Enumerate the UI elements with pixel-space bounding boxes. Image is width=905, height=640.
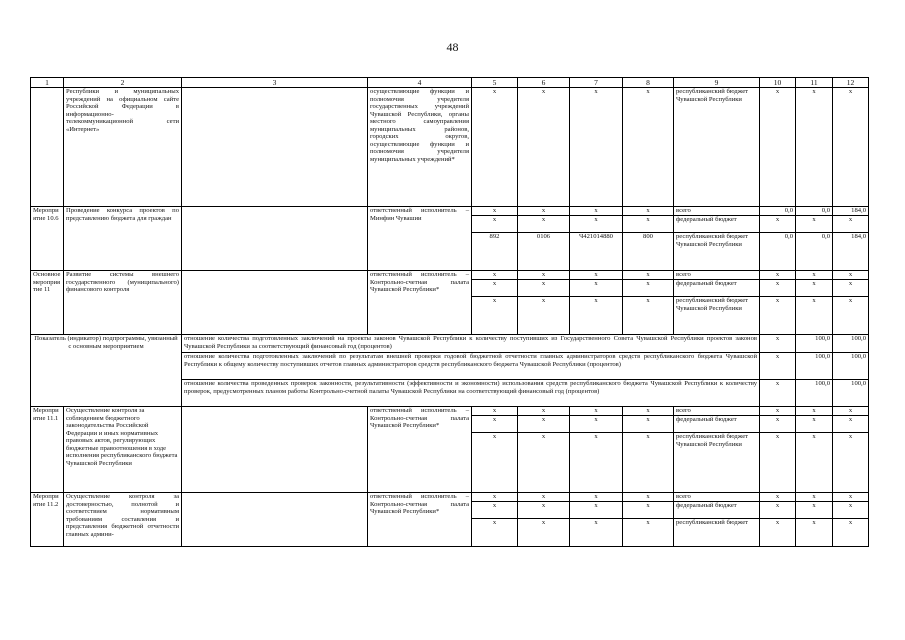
cell-value: х bbox=[623, 519, 674, 547]
cell-source: федеральный бюджет bbox=[674, 280, 760, 297]
cell-source: федеральный бюджет bbox=[674, 502, 760, 519]
cell-empty bbox=[182, 207, 368, 271]
cell-value: х bbox=[472, 207, 518, 216]
cell-value: х bbox=[623, 271, 674, 280]
program-table bbox=[30, 77, 869, 547]
cell-value: х bbox=[623, 407, 674, 416]
cell-value: 100,0 bbox=[796, 335, 833, 353]
cell-value: х bbox=[570, 297, 623, 335]
cell-value: х bbox=[833, 433, 869, 493]
cell-value: 184,0 bbox=[833, 233, 869, 271]
cell-value: 800 bbox=[623, 233, 674, 271]
cell-value: 100,0 bbox=[833, 353, 869, 380]
cell-empty bbox=[182, 88, 368, 207]
cell-value: х bbox=[518, 502, 570, 519]
cell-source: республиканский бюджет bbox=[674, 519, 760, 547]
cell-value: х bbox=[623, 88, 674, 207]
header-cell: 1 bbox=[31, 78, 64, 88]
cell-value: х bbox=[760, 433, 796, 493]
cell-value: х bbox=[833, 416, 869, 433]
cell-value: х bbox=[570, 416, 623, 433]
cell-value: х bbox=[623, 493, 674, 502]
cell-value: Ч421014880 bbox=[570, 233, 623, 271]
header-cell: 8 bbox=[623, 78, 674, 88]
table-row bbox=[31, 493, 869, 502]
cell-value: х bbox=[570, 216, 623, 233]
cell-value: х bbox=[518, 519, 570, 547]
cell-empty bbox=[182, 271, 368, 335]
cell-value: х bbox=[623, 297, 674, 335]
cell-executor: ответственный исполнитель – Контрольно-счетная палата Чувашской Республики* bbox=[368, 493, 472, 547]
cell-value: х bbox=[570, 433, 623, 493]
cell-value: х bbox=[518, 433, 570, 493]
cell-value: х bbox=[796, 271, 833, 280]
page-number: 48 bbox=[446, 40, 459, 54]
cell-value: х bbox=[623, 280, 674, 297]
cell-value: 100,0 bbox=[833, 335, 869, 353]
cell-source: республиканский бюджет Чувашской Республики bbox=[674, 433, 760, 493]
cell-value: х bbox=[796, 433, 833, 493]
table-row bbox=[31, 407, 869, 416]
cell-empty bbox=[182, 493, 368, 547]
cell-value: х bbox=[760, 280, 796, 297]
cell-value: х bbox=[833, 280, 869, 297]
cell-value: х bbox=[760, 416, 796, 433]
cell-value: х bbox=[760, 353, 796, 380]
cell-value: х bbox=[833, 502, 869, 519]
cell-executor: ответственный исполнитель – Контрольно-счетная палата Чувашской Республики* bbox=[368, 271, 472, 335]
cell-value: х bbox=[472, 416, 518, 433]
cell-value: х bbox=[472, 519, 518, 547]
header-cell: 7 bbox=[570, 78, 623, 88]
cell-value: 0,0 bbox=[760, 233, 796, 271]
cell-source: федеральный бюджет bbox=[674, 216, 760, 233]
cell-value: х bbox=[518, 493, 570, 502]
cell-value: х bbox=[796, 502, 833, 519]
cell-value: х bbox=[472, 88, 518, 207]
cell-value: х bbox=[760, 493, 796, 502]
header-cell: 10 bbox=[760, 78, 796, 88]
cell-executor: ответственный исполнитель – Минфин Чувашии bbox=[368, 207, 472, 271]
cell-value: 100,0 bbox=[833, 380, 869, 407]
cell-value: х bbox=[796, 216, 833, 233]
cell-value: х bbox=[518, 416, 570, 433]
cell-name: Развитие системы внешнего государственного (муниципального) финансового контроля bbox=[64, 271, 182, 335]
cell-source: всего bbox=[674, 493, 760, 502]
header-cell: 5 bbox=[472, 78, 518, 88]
cell-value: х bbox=[518, 271, 570, 280]
cell-value: х bbox=[623, 216, 674, 233]
cell-value: х bbox=[833, 493, 869, 502]
cell-source: республиканский бюджет Чувашской Республики bbox=[674, 88, 760, 207]
cell-value: х bbox=[796, 493, 833, 502]
cell-value: х bbox=[472, 297, 518, 335]
cell-name: Осуществление контроля за достоверностью, полнотой и соответствием нормативным требованиям составления и представления бюджетной отчетности главных админи- bbox=[64, 493, 182, 547]
cell-value: х bbox=[760, 271, 796, 280]
cell-value: х bbox=[518, 280, 570, 297]
header-row bbox=[31, 78, 869, 88]
cell-value: х bbox=[833, 297, 869, 335]
cell-value: х bbox=[760, 335, 796, 353]
cell-value: х bbox=[570, 407, 623, 416]
cell-measure: Мероприятие 11.1 bbox=[31, 407, 64, 493]
header-cell: 12 bbox=[833, 78, 869, 88]
cell-value: х bbox=[760, 502, 796, 519]
cell-value: х bbox=[760, 380, 796, 407]
header-cell: 11 bbox=[796, 78, 833, 88]
indicator-text: отношение количества подготовленных заключений по результатам внешней проверки годовой бюджетной отчетности главных администраторов средств республиканского бюджета Чувашской Республики к общему количеству поступивших отчетов главных администраторов средств республиканского бюджета Чувашской Республики (процентов) bbox=[182, 353, 760, 380]
cell-value: х bbox=[623, 207, 674, 216]
cell-value: х bbox=[472, 271, 518, 280]
cell-value: х bbox=[472, 433, 518, 493]
header-cell: 2 bbox=[64, 78, 182, 88]
cell-value: 100,0 bbox=[796, 380, 833, 407]
cell-value: 892 bbox=[472, 233, 518, 271]
header-cell: 3 bbox=[182, 78, 368, 88]
cell-value: х bbox=[833, 271, 869, 280]
cell-value: 0,0 bbox=[760, 207, 796, 216]
cell-value: х bbox=[518, 407, 570, 416]
cell-value: х bbox=[796, 519, 833, 547]
cell-name: Республики и муниципальных учреждений на официальном сайте Российской Федерации в информационно-телекоммуникационной сети «Интернет» bbox=[64, 88, 182, 207]
cell-value: 0,0 bbox=[796, 207, 833, 216]
table-row bbox=[31, 207, 869, 216]
cell-name: Осуществление контроля за соблюдением бюджетного законодательства Российской Федерации и иных нормативных правовых актов, регулирующих бюджетные правоотношения в ходе исполнения республиканского бюджета Чувашской Республики bbox=[64, 407, 182, 493]
cell-source: всего bbox=[674, 407, 760, 416]
cell-value: х bbox=[796, 280, 833, 297]
cell-source: республиканский бюджет Чувашской Республики bbox=[674, 233, 760, 271]
cell-value: 184,0 bbox=[833, 207, 869, 216]
cell-empty bbox=[182, 407, 368, 493]
cell-source: федеральный бюджет bbox=[674, 416, 760, 433]
cell-source: всего bbox=[674, 271, 760, 280]
header-cell: 4 bbox=[368, 78, 472, 88]
cell-value: х bbox=[518, 88, 570, 207]
cell-source: всего bbox=[674, 207, 760, 216]
cell-value: х bbox=[570, 502, 623, 519]
cell-value: х bbox=[570, 88, 623, 207]
indicator-text: отношение количества подготовленных заключений на проекты законов Чувашской Республики к количеству поступивших из Государственного Совета Чувашской Республики проектов законов Чувашской Республики за соответствующий финансовый год (процентов) bbox=[182, 335, 760, 353]
cell-value: х bbox=[796, 88, 833, 207]
cell-value: х bbox=[472, 280, 518, 297]
cell-value: х bbox=[833, 519, 869, 547]
cell-value: х bbox=[570, 519, 623, 547]
cell-executor: ответственный исполнитель – Контрольно-счетная палата Чувашской Республики* bbox=[368, 407, 472, 493]
indicator-row bbox=[31, 335, 869, 353]
cell-value: х bbox=[518, 216, 570, 233]
cell-measure: Мероприятие 10.6 bbox=[31, 207, 64, 271]
cell-measure: Основное мероприятие 11 bbox=[31, 271, 64, 335]
cell-value: х bbox=[796, 297, 833, 335]
cell-value: х bbox=[760, 216, 796, 233]
cell-name: Проведение конкурса проектов по представлению бюджета для граждан bbox=[64, 207, 182, 271]
cell-measure: Мероприятие 11.2 bbox=[31, 493, 64, 547]
cell-value: 0106 bbox=[518, 233, 570, 271]
cell-value: х bbox=[472, 216, 518, 233]
cell-value: х bbox=[570, 493, 623, 502]
cell-value: х bbox=[623, 433, 674, 493]
header-cell: 6 bbox=[518, 78, 570, 88]
cell-value: х bbox=[760, 407, 796, 416]
indicator-label: Показатель (индикатор) подпрограммы, увязанный с основным мероприятием bbox=[31, 335, 182, 407]
cell-value: х bbox=[570, 271, 623, 280]
header-cell: 9 bbox=[674, 78, 760, 88]
cell-value: х bbox=[833, 216, 869, 233]
cell-value: 100,0 bbox=[796, 353, 833, 380]
cell-value: х bbox=[472, 407, 518, 416]
cell-value: х bbox=[833, 407, 869, 416]
cell-measure bbox=[31, 88, 64, 207]
table-row bbox=[31, 271, 869, 280]
cell-value: х bbox=[472, 502, 518, 519]
cell-executor: осуществляющие функции и полномочия учредителя государственных учреждений Чувашской Республики, органы местного самоуправления муниципальных районов, городских округов, осуществляющие функции и полномочия учредителя муниципальных учреждений* bbox=[368, 88, 472, 207]
cell-value: х bbox=[518, 297, 570, 335]
cell-value: х bbox=[760, 519, 796, 547]
cell-value: 0,0 bbox=[796, 233, 833, 271]
cell-source: республиканский бюджет Чувашской Республики bbox=[674, 297, 760, 335]
cell-value: х bbox=[760, 297, 796, 335]
cell-value: х bbox=[796, 416, 833, 433]
cell-value: х bbox=[472, 493, 518, 502]
cell-value: х bbox=[623, 502, 674, 519]
cell-value: х bbox=[760, 88, 796, 207]
cell-value: х bbox=[833, 88, 869, 207]
cell-value: х bbox=[796, 407, 833, 416]
indicator-text: отношение количества проведенных проверок законности, результативности (эффективности и экономности) использования средств республиканского бюджета Чувашской Республики к количеству проверок, предусмотренных планом работы Контрольно-счетной палаты Чувашской Республики на соответствующий финансовый год (процентов) bbox=[182, 380, 760, 407]
cell-value: х bbox=[623, 416, 674, 433]
cell-value: х bbox=[570, 207, 623, 216]
cell-value: х bbox=[518, 207, 570, 216]
cell-value: х bbox=[570, 280, 623, 297]
table-row bbox=[31, 88, 869, 207]
